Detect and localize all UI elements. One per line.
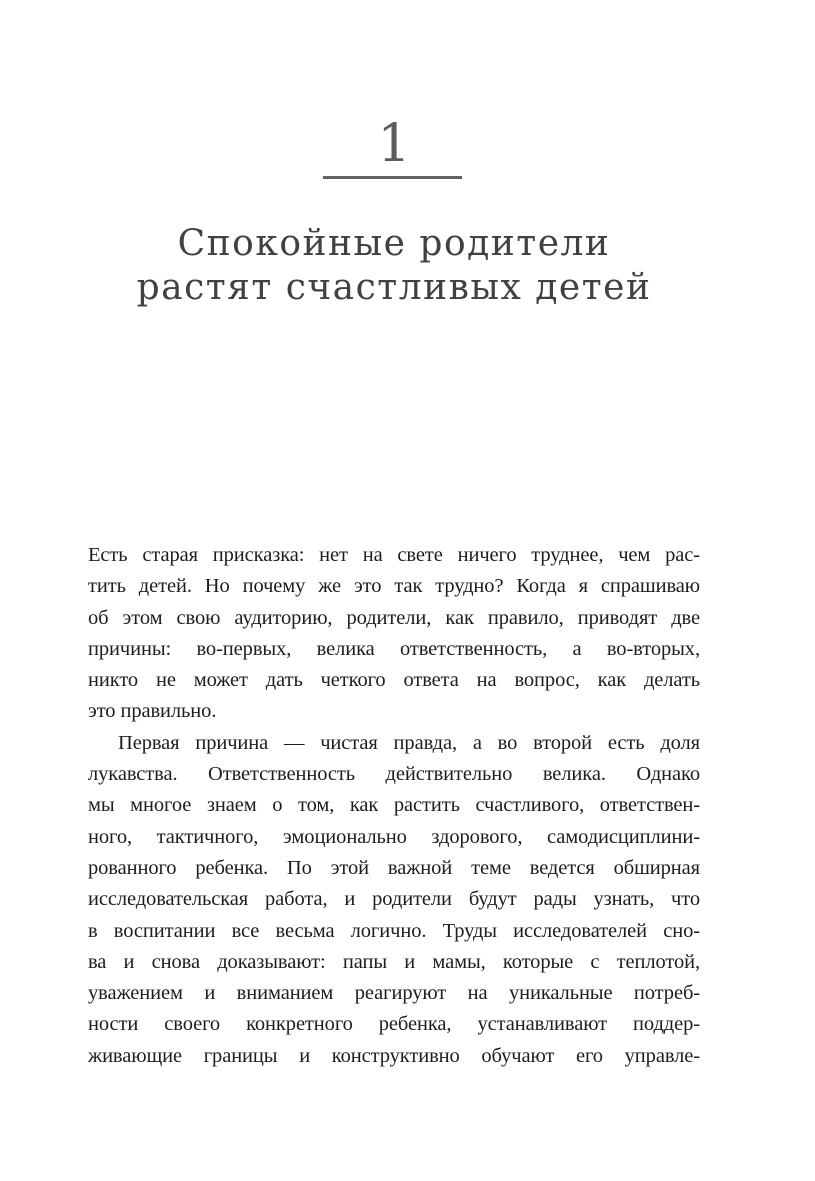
chapter-title-line2: растят счастливых детей (136, 267, 652, 308)
chapter-number: 1 (377, 114, 411, 174)
text-line: живающие границы и конструктивно обучают его управле- (88, 1044, 700, 1067)
body-text (88, 540, 700, 1072)
text-line: ности своего конкретного ребенка, устанавливают поддер- (88, 1013, 700, 1036)
chapter-title (44, 222, 744, 310)
text-line: исследовательская работа, и родители будут рады узнать, что (88, 888, 700, 911)
text-line: лукавства. Ответственность действительно велика. Однако (88, 763, 700, 786)
chapter-divider-rule (323, 176, 462, 179)
text-line: никто не может дать четкого ответа на вопрос, как делать (88, 669, 700, 692)
text-line: уважением и вниманием реагируют на уникальные потреб- (88, 982, 700, 1005)
text-line: тить детей. Но почему же это так трудно? Когда я спрашиваю (88, 575, 700, 598)
text-line: Есть старая присказка: нет на свете ничего труднее, чем рас- (88, 544, 700, 566)
text-line: это правильно. (88, 700, 217, 723)
text-line: мы многое знаем о том, как растить счастливого, ответствен- (88, 794, 700, 817)
text-line: ного, тактичного, эмоционально здорового, самодисциплини- (88, 825, 700, 848)
paragraph-2 (88, 728, 700, 1072)
text-line: ва и снова доказывают: папы и мамы, которые с теплотой, (88, 950, 700, 973)
chapter-title-line1: Спокойные родители (177, 223, 611, 264)
text-line: рованного ребенка. По этой важной теме ведется обширная (88, 856, 700, 879)
text-line: Первая причина — чистая правда, а во второй есть доля (118, 731, 700, 754)
text-line: в воспитании все весьма логично. Труды исследователей сно- (88, 919, 700, 942)
text-line: об этом свою аудиторию, родители, как правило, приводят две (88, 606, 700, 629)
paragraph-1 (88, 540, 700, 728)
text-line: причины: во-первых, велика ответственность, а во-вторых, (88, 637, 700, 660)
